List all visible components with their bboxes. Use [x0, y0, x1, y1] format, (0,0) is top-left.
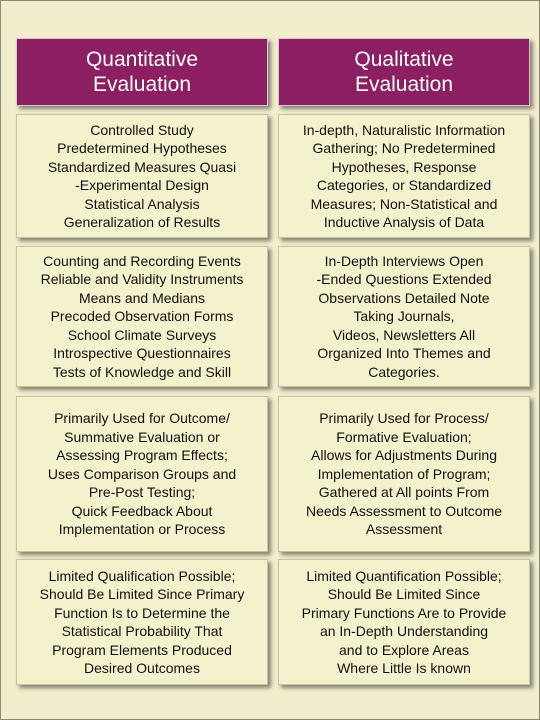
- header-qualitative: Qualitative Evaluation: [278, 38, 530, 106]
- quantitative-cell-instruments: Counting and Recording Events Reliable and Validity Instruments Means and Medians Precoded Observation Forms School Climate Surveys Introspective Questionnaires Tests of Knowledge and Skill: [16, 246, 268, 387]
- header-quantitative: Quantitative Evaluation: [16, 38, 268, 106]
- quantitative-cell-limitations: Limited Qualification Possible; Should Be Limited Since Primary Function Is to Determine the Statistical Probability That Program Elements Produced Desired Outcomes: [16, 559, 268, 685]
- qualitative-cell-limitations: Limited Quantification Possible; Should Be Limited Since Primary Functions Are to Provide an In-Depth Understanding and to Explore Areas Where Little Is known: [278, 559, 530, 685]
- qualitative-cell-methods: In-depth, Naturalistic Information Gathering; No Predetermined Hypotheses, Response Categories, or Standardized Measures; Non-Statistical and Inductive Analysis of Data: [278, 114, 530, 238]
- quantitative-cell-methods: Controlled Study Predetermined Hypotheses Standardized Measures Quasi -Experimental Design Statistical Analysis Generalization of Results: [16, 114, 268, 238]
- qualitative-cell-uses: Primarily Used for Process/ Formative Evaluation; Allows for Adjustments During Implementation of Program; Gathered at All points From Needs Assessment to Outcome Assessment: [278, 396, 530, 552]
- quantitative-cell-uses: Primarily Used for Outcome/ Summative Evaluation or Assessing Program Effects; Uses Comparison Groups and Pre-Post Testing; Quick Feedback About Implementation or Process: [16, 396, 268, 552]
- qualitative-cell-instruments: In-Depth Interviews Open -Ended Questions Extended Observations Detailed Note Taking Journals, Videos, Newsletters All Organized Into Themes and Categories.: [278, 246, 530, 387]
